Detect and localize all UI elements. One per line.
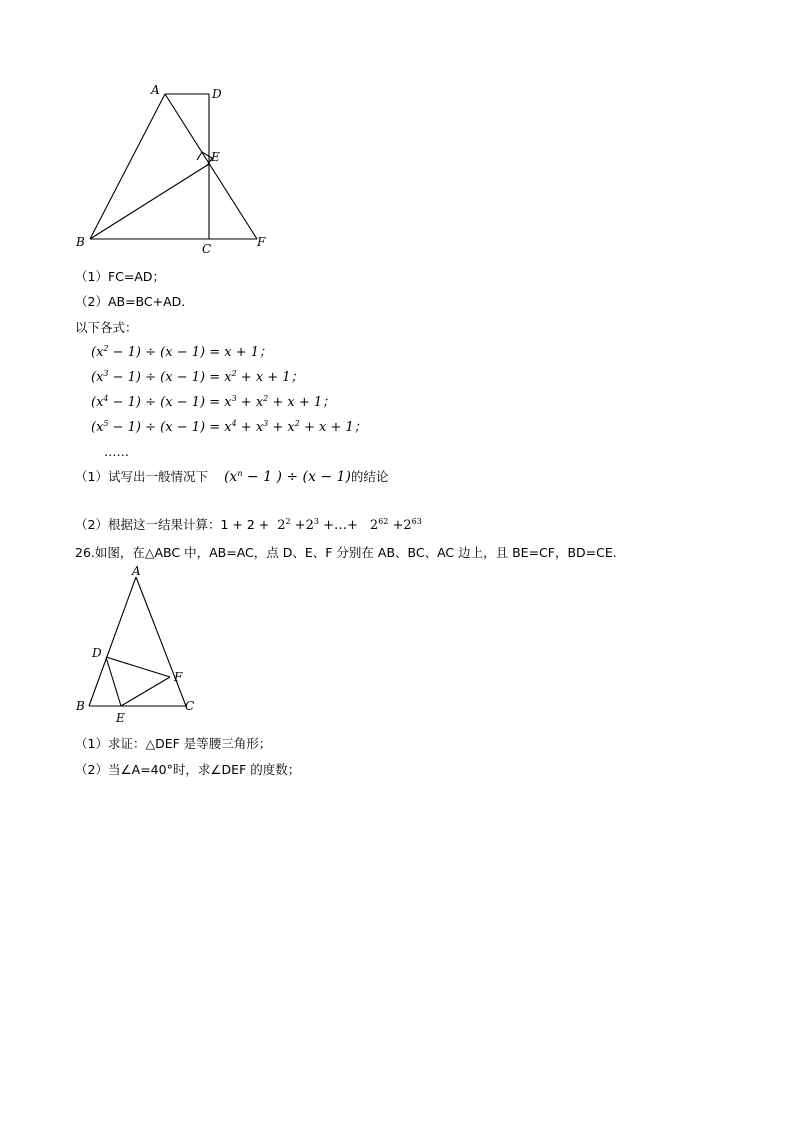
segment-ab	[90, 94, 165, 239]
label-e: E	[211, 150, 220, 164]
label-e: E	[116, 711, 125, 725]
ellipsis: ……	[104, 444, 129, 459]
segment-ab	[89, 577, 136, 706]
segment-be	[90, 164, 209, 239]
part1-q2: （2）AB=BC+AD.	[75, 294, 186, 309]
label-c: C	[185, 699, 195, 713]
label-a: A	[151, 83, 160, 97]
part2-q2: （2）根据这一结果计算：$1 + 2 + 2^2 +2^3$ +…+ $2^{62} +2^{63}$	[75, 517, 422, 533]
label-d: D	[212, 87, 222, 101]
equation-1: $(x^2 - 1) \div (x - 1) = x + 1$；	[91, 344, 272, 360]
label-f: F	[257, 235, 266, 249]
label-a: A	[132, 564, 141, 578]
label-d: D	[92, 646, 102, 660]
segment-af	[165, 94, 257, 239]
equation-2: $(x^3 - 1) \div (x - 1) = x^2 + x + 1$；	[91, 369, 304, 385]
part2-intro: 以下各式：	[75, 320, 138, 335]
label-b: B	[76, 235, 85, 249]
label-b: B	[76, 699, 85, 713]
problem-26-q1: （1）求证：△DEF 是等腰三角形；	[75, 736, 272, 751]
equation-4: $(x^5 - 1) \div (x - 1) = x^4 + x^3 + x^2 + x + 1$；	[91, 419, 367, 435]
segment-de	[106, 657, 121, 706]
segment-df	[106, 657, 170, 677]
part2-q1: （1）试写出一般情况下 ($x^n - 1$ ) ÷ (x − 1)的结论	[75, 469, 389, 485]
part1-q1: （1）FC=AD；	[75, 269, 166, 284]
label-c: C	[202, 242, 212, 256]
segment-ac	[136, 577, 186, 706]
figure-2-diagram	[0, 560, 220, 730]
segment-ef	[121, 677, 170, 706]
figure-1-diagram	[0, 0, 300, 262]
problem-26-stem: 26.如图，在△ABC 中，AB=AC，点 D、E、F 分别在 AB、BC、AC 边上，且 BE=CF，BD=CE.	[75, 545, 617, 560]
equation-3: $(x^4 - 1) \div (x - 1) = x^3 + x^2 + x + 1$；	[91, 394, 336, 410]
problem-26-q2: （2）当∠A=40°时，求∠DEF 的度数；	[75, 762, 301, 777]
label-f: F	[174, 670, 183, 684]
